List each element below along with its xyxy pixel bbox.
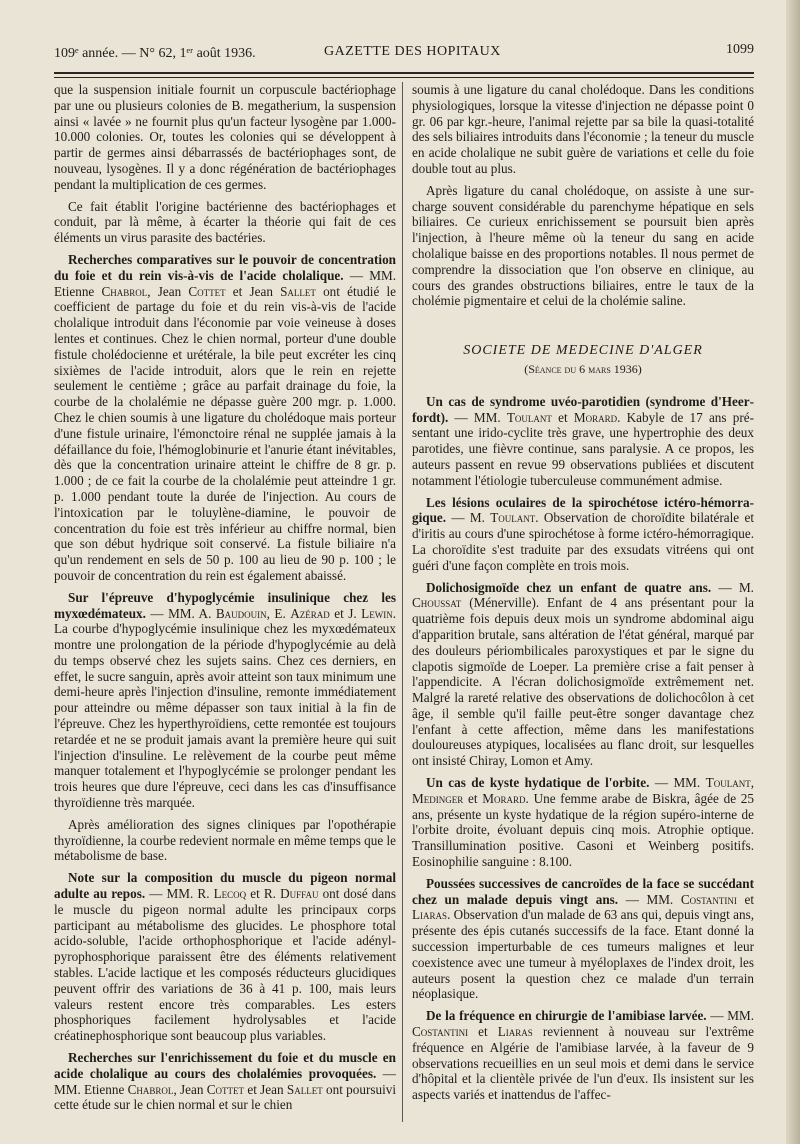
paragraph: que la suspension initiale fournit un corpuscule bactériophage par une ou plusieurs colonies de B. megatherium, la suspension ainsi « lavée » ne fournit plus qu'un facteur lysogène par 1.000-10.000 colonies. Or, toutes les colonies qui se développent à partir de germes ainsi débarrassés de bactériophages sont, de nouveau, lysogènes. Il y a donc régénération de bactériophages pendant la multiplication de ces germes. <box>54 82 396 192</box>
article-abstract: Note sur la composition du muscle du pigeon normal adulte au repos. — MM. R. Lecoq et R. Duffau ont dosé dans le muscle du pigeon normal adulte les principaux corps participant au métabolisme des glucides. Le phosphore total acido-soluble, l'acide orthophosphorique et l'acide adénylpyrophosphorique paraissent être des éléments relativement stables. L'acide lactique et les composés réducteurs glucidiques peuvent offrir des variations de 36 à 41 p. 100, mais leurs valeurs restent encore très comparables. Les esters phosphoriques facilement hydrolysables et l'acide créatinephosphorique sont beaucoup plus variables. <box>54 870 396 1044</box>
author-name: Liaras <box>497 1024 533 1040</box>
author-name: Lewin <box>361 605 393 621</box>
author-name: Toulant <box>506 409 552 425</box>
paragraph: Après ligature du canal cholédoque, on assiste à une surcharge souvent considérable du parenchyme hépatique en sels biliaires. Ce curieux enrichissement se poursuit bien après l'injection, à l'heure même où la teneur du sang en acide cholalique baisse en des proportions notables. Il nous permet de comprendre la dissociation que l'on observe en clinique, au cours des grandes obstructions biliaires, entre le taux de la cholémie pigmentaire et celui de la cholémie saline. <box>412 182 754 309</box>
article-title: Note sur la composition du muscle du pigeon normal adulte au repos. <box>54 870 396 902</box>
author-name: Baudouin <box>215 605 267 621</box>
author-name: Cottet <box>188 283 226 299</box>
header-rule-thick <box>54 72 754 74</box>
article-abstract: Dolichosigmoïde chez un enfant de quatre ans. — M. Choussat (Ménerville). Enfant de 4 ans présentant pour la quatrième fois depuis deux mois un syndrome abdominal aigu d'apparition brutale, sans altération de l'état général, marqué par des douleurs périombilicales paroxystiques et par le signe du clapotis sigmoïde de Loeper. La première crise a fait penser à l'appendicite. A l'écran dolichosigmoïde extrêmement net. Malgré la rareté relative des observations de dolichocôlon à cet âge, il semble qu'il faille peut-être songer davantage chez l'enfant à cette affection, même dans les manifestations douloureuses atypiques, localisées au flanc droit, sur lesquelles ont insisté Chiray, Lomon et Amy. <box>412 579 754 769</box>
article-title: Recherches sur l'enrichissement du foie et du muscle en acide cholalique au cours des cholalémies provoquées. <box>54 1050 396 1081</box>
article-title: Un cas de kyste hydatique de l'orbite. <box>426 775 650 791</box>
page-edge <box>786 0 800 1144</box>
article-abstract: De la fréquence en chirurgie de l'amibiase larvée. — MM. Costantini et Liaras reviennent à nouveau sur l'extrême fréquence en Algérie de l'amibiase larvée, à la faveur de 9 observations recueillies en un seul mois et demi dans le service d'hôpital et la clientèle privée de l'un d'eux. Ils insistent sur les aspects variés et inattendus de l'affec- <box>412 1008 754 1103</box>
author-name: Medinger <box>412 790 464 806</box>
author-name: Lecoq <box>213 886 247 902</box>
author-name: Chabrol <box>101 283 148 299</box>
author-name: Toulant <box>705 775 751 791</box>
article-title: Les lésions oculaires de la spirochétose ictéro-hémorragique. <box>412 494 754 526</box>
author-name: Liaras <box>412 907 448 923</box>
author-name: Duffau <box>280 886 319 902</box>
paragraph: Après amélioration des signes cliniques par l'opothérapie thyroïdienne, la courbe redevient normale en même temps que le métabolisme de base. <box>54 816 397 864</box>
article-title: Dolichosigmoïde chez un enfant de quatre ans. <box>426 579 712 595</box>
author-name: Cottet <box>206 1081 245 1097</box>
author-name: Costantini <box>680 891 737 907</box>
article-abstract: Sur l'épreuve d'hypoglycémie insulinique chez les myxœdémateux. — MM. A. Baudouin, E. Azérad et J. Lewin. La courbe d'hypoglycémie insulinique chez les myxœdémateux montre une prolongation de la période d'hypoglycémie au delà du temps observé chez les sujets sains. Chez ces derniers, en effet, le sucre sanguin, après avoir atteint son taux minimum une demi-heure après l'injection d'insuline, remonte immédiatement pour atteindre ou même dépasser son taux initial à la fin de l'épreuve. Chez les hyperthyroïdiens, cette remontée est toujours retardée et ne se produit jamais avant la première heure qui suit l'injection d'insuline. Le relèvement de la courbe peut même manquer totalement et l'hypoglycémie se prolonger pendant les trois heures que dure l'épreuve, ceci dans les cas d'insuffisance thyroïdienne très marquée. <box>54 589 396 811</box>
article-title: Recherches comparatives sur le pouvoir de concentration du foie et du rein vis-à-vis de l'acide cholalique. <box>54 251 396 283</box>
article-title: De la fréquence en chirurgie de l'amibiase larvée. <box>426 1008 707 1024</box>
article-title: Sur l'épreuve d'hypoglycémie insulinique chez les myxœdémateux. <box>54 589 396 621</box>
article-abstract: Recherches sur l'enrichissement du foie et du muscle en acide cholalique au cours des cholalémies provoquées. — MM. Etienne Chabrol, Jean Cottet et Jean Sallet ont poursuivi cette étude sur le chien normal et sur le chien <box>54 1050 396 1113</box>
author-name: Choussat <box>412 595 462 611</box>
article-title: Un cas de syndrome uvéo-parotidien (syndrome d'Heerfordt). <box>412 393 754 425</box>
author-name: Morard <box>482 790 526 806</box>
author-name: Costantini <box>412 1024 469 1040</box>
author-name: Toulant <box>490 510 536 526</box>
article-abstract: Un cas de syndrome uvéo-parotidien (syndrome d'Heerfordt). — MM. Toulant et Morard. Kabyle de 17 ans présentant une irido-cyclite très grave, une hypertrophie des deux parotides, une fièvre continue, sans paralysie. A ce propos, les auteurs passent en revue 99 observations publiées et discutent notamment l'étiologie tuberculeuse communément admise. <box>412 393 754 488</box>
paragraph: Ce fait établit l'origine bactérienne des bactériophages et conduit, par là même, à écarter la théorie qui fait de ces éléments un virus parasite des bactéries. <box>54 198 396 246</box>
article-title: Poussées successives de cancroïdes de la face se succédant chez un malade depuis vingt ans. <box>412 875 754 907</box>
right-column <box>412 82 754 1109</box>
article-abstract: Un cas de kyste hydatique de l'orbite. — MM. Toulant, Medinger et Morard. Une femme arabe de Biskra, âgée de 25 ans, présente un kyste hydatique de la région supéro-interne de l'orbite droite, évoluant depuis cinq mois. Atrophie optique. Transillumination positive. Casoni et Weinberg positifs. Eosinophilie sanguine : 8.100. <box>412 775 754 870</box>
article-abstract: Poussées successives de cancroïdes de la face se succédant chez un malade depuis vingt ans. — MM. Costantini et Liaras. Observation d'un malade de 63 ans qui, depuis vingt ans, présente des épis cutanés successifs de la face. Etant donné la succession imperturbable de ces tumeurs malignes et leur coexistence avec une tumeur à myéloplaxes de l'index droit, les auteurs posent la question chez ce malade d'un terrain néoplasique. <box>412 875 754 1002</box>
author-name: Azérad <box>290 605 330 621</box>
society-heading: SOCIETE DE MEDECINE D'ALGER <box>463 343 703 359</box>
page-number: 1099 <box>726 42 754 57</box>
author-name: Sallet <box>280 283 316 299</box>
journal-title: GAZETTE DES HOPITAUX <box>324 44 501 59</box>
running-header <box>54 40 754 70</box>
author-name: Sallet <box>286 1081 323 1097</box>
session-date: (Séance du 6 mars 1936) <box>524 361 642 376</box>
article-abstract: Les lésions oculaires de la spirochétose ictéro-hémorragique. — M. Toulant. Observation de choroïdite bilatérale et d'iritis au cours d'une spirochétose à forme ictéro-hémorragique. La choroïdite s'est traduite par des exsudats vitréens qui ont guéri d'une façon complète en trois mois. <box>412 494 754 573</box>
author-name: Morard <box>573 409 618 425</box>
issue-line: 109ᵉ année. — N° 62, 1ᵉʳ août 1936. <box>54 46 256 61</box>
left-column <box>54 82 396 1119</box>
article-abstract: Recherches comparatives sur le pouvoir de concentration du foie et du rein vis-à-vis de l'acide cholalique. — MM. Etienne Chabrol, Jean Cottet et Jean Sallet ont étudié le coefficient de partage du foie et du rein vis-à-vis de l'acide cholalique introduit dans l'économie par voie veineuse à doses lentes et continues. Chez le chien normal, porteur d'une double fistule cholédocienne et urétérale, la bile peut excréter les cinq sixièmes de l'acide introduit, alors que le rein en rejette seulement le centième ; grâce au parfait drainage du foie, la courbe de la cholalémie ne dépasse guère 200 mgr. p. 1.000. Chez le chien soumis à une ligature du cholédoque mais porteur d'une fistule urinaire, l'émonctoire rénal ne supplée jamais à la défaillance du foie, l'hémoglobinurie et l'anurie étant inévitables, dès que la concentration urinaire atteint le chiffre de 8 gr. p. 1.000 ; de ce fait la courbe de la cholalémie peut atteindre 1 gr. p. 1.000 pendant toute la durée de l'injection. Au cours de l'intoxication par le toluylène-diamine, le pouvoir de concentration du foie est très inférieur au chiffre normal, bien que son début hydrique soit conservé. La fistule biliaire n'a qu'un rendement en sels de 50 p. 100 au lieu de 90 p. 100 ; le pouvoir de concentration du rein est également abaissé. <box>54 251 397 583</box>
paragraph: soumis à une ligature du canal cholédoque. Dans les conditions physiologiques, lorsque la vitesse d'injection ne dépasse point 0 gr. 06 par kgr.-heure, l'animal rejette par sa bile la quasi-totalité des sels biliaires introduits dans l'économie ; la teneur du muscle en acide cholalique ne subit guère de variations et celle du foie double tout au plus. <box>412 82 754 176</box>
author-name: Chabrol <box>127 1081 174 1097</box>
column-divider <box>402 82 403 1122</box>
header-rule-thin <box>54 77 754 78</box>
